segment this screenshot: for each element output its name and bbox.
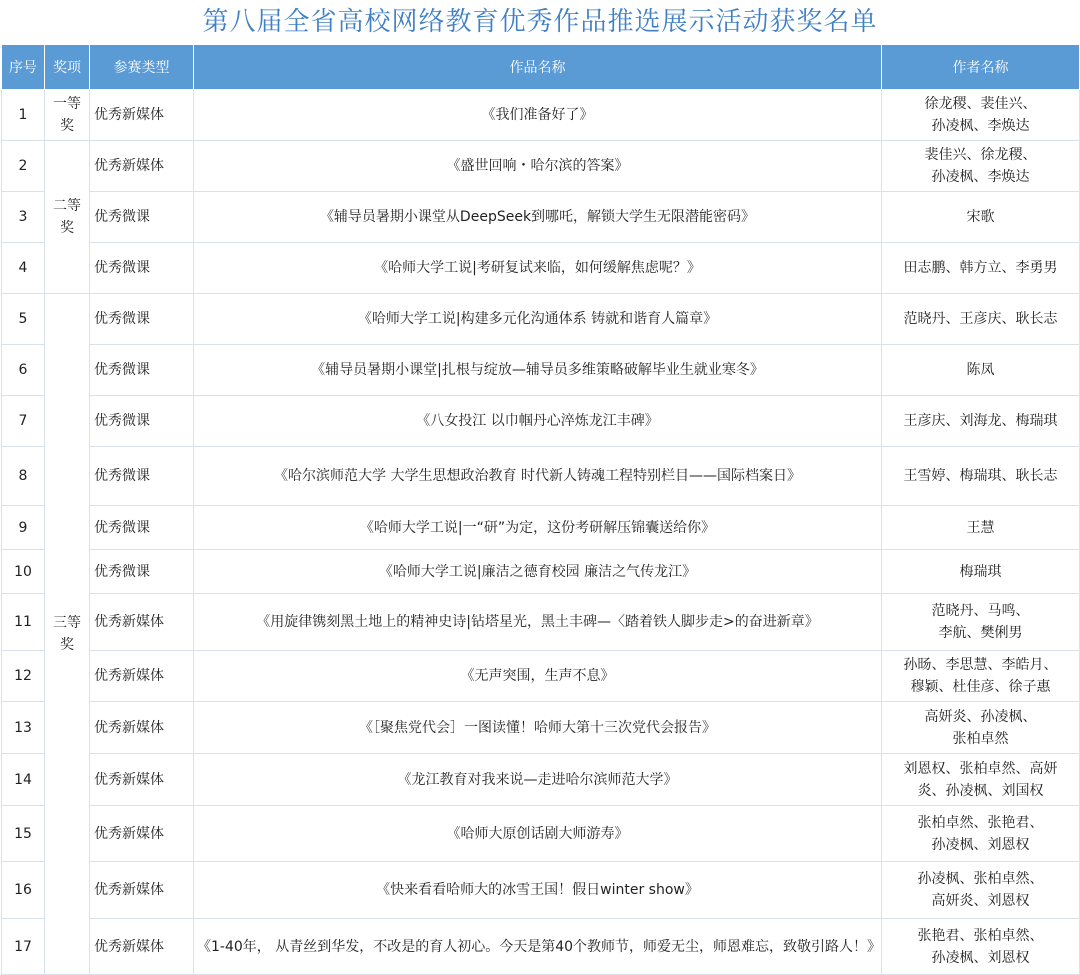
- row-authors: 徐龙稷、裴佳兴、 孙凌枫、李焕达: [882, 90, 1080, 141]
- row-no: 8: [2, 447, 45, 506]
- header-type: 参赛类型: [90, 45, 194, 90]
- awards-table: [1, 44, 1080, 975]
- table-row: [2, 506, 1080, 550]
- row-type: 优秀新媒体: [90, 141, 194, 192]
- row-type: 优秀微课: [90, 192, 194, 243]
- row-work: 《1-40年， 从青丝到华发，不改是的育人初心。今天是第40个教师节，师爱无尘，师恩难忘，致敬引路人！》: [194, 919, 882, 975]
- table-row: [2, 550, 1080, 594]
- award-second: 二等 奖: [45, 141, 90, 294]
- award-third: 三等 奖: [45, 294, 90, 975]
- header-authors: 作者名称: [882, 45, 1080, 90]
- row-type: 优秀微课: [90, 550, 194, 594]
- row-authors: 范晓丹、王彦庆、耿长志: [882, 294, 1080, 345]
- row-work: 《八女投江 以巾帼丹心淬炼龙江丰碑》: [194, 396, 882, 447]
- row-type: 优秀新媒体: [90, 806, 194, 862]
- row-authors: 宋歌: [882, 192, 1080, 243]
- table-row: [2, 594, 1080, 651]
- table-row: [2, 447, 1080, 506]
- table-row: [2, 651, 1080, 702]
- row-no: 11: [2, 594, 45, 651]
- row-no: 7: [2, 396, 45, 447]
- table-row: [2, 90, 1080, 141]
- row-type: 优秀新媒体: [90, 594, 194, 651]
- row-work: 《用旋律镌刻黑土地上的精神史诗|钻塔星光，黑土丰碑—〈踏着铁人脚步走>的奋进新章》: [194, 594, 882, 651]
- row-no: 2: [2, 141, 45, 192]
- header-award: 奖项: [45, 45, 90, 90]
- table-row: [2, 919, 1080, 975]
- table-row: [2, 243, 1080, 294]
- row-type: 优秀微课: [90, 396, 194, 447]
- row-work: 《哈师大学工说|廉洁之德育校园 廉洁之气传龙江》: [194, 550, 882, 594]
- row-type: 优秀微课: [90, 447, 194, 506]
- row-authors: 张艳君、张柏卓然、 孙凌枫、刘恩权: [882, 919, 1080, 975]
- row-no: 10: [2, 550, 45, 594]
- row-work: 《哈师大原创话剧大师游寿》: [194, 806, 882, 862]
- row-no: 17: [2, 919, 45, 975]
- row-type: 优秀新媒体: [90, 90, 194, 141]
- row-type: 优秀微课: [90, 243, 194, 294]
- row-authors: 陈凤: [882, 345, 1080, 396]
- row-authors: 孙旸、李思慧、李皓月、 穆颖、杜佳彦、徐子惠: [882, 651, 1080, 702]
- row-work: 《［聚焦党代会］一图读懂！哈师大第十三次党代会报告》: [194, 702, 882, 754]
- row-type: 优秀新媒体: [90, 651, 194, 702]
- row-authors: 梅瑞琪: [882, 550, 1080, 594]
- row-no: 13: [2, 702, 45, 754]
- row-work: 《无声突围，生声不息》: [194, 651, 882, 702]
- table-row: [2, 141, 1080, 192]
- row-no: 1: [2, 90, 45, 141]
- row-no: 16: [2, 862, 45, 919]
- row-no: 15: [2, 806, 45, 862]
- row-authors: 范晓丹、马鸣、 李航、樊俐男: [882, 594, 1080, 651]
- row-authors: 高妍炎、孙凌枫、 张柏卓然: [882, 702, 1080, 754]
- row-no: 5: [2, 294, 45, 345]
- table-row: [2, 702, 1080, 754]
- row-work: 《辅导员暑期小课堂|扎根与绽放—辅导员多维策略破解毕业生就业寒冬》: [194, 345, 882, 396]
- table-row: [2, 192, 1080, 243]
- row-type: 优秀新媒体: [90, 702, 194, 754]
- row-no: 14: [2, 754, 45, 806]
- row-authors: 王彦庆、刘海龙、梅瑞琪: [882, 396, 1080, 447]
- table-row: [2, 345, 1080, 396]
- header-work: 作品名称: [194, 45, 882, 90]
- row-work: 《哈尔滨师范大学 大学生思想政治教育 时代新人铸魂工程特别栏目——国际档案日》: [194, 447, 882, 506]
- row-work: 《辅导员暑期小课堂从DeepSeek到哪吒，解锁大学生无限潜能密码》: [194, 192, 882, 243]
- row-work: 《盛世回响・哈尔滨的答案》: [194, 141, 882, 192]
- table-header-row: [2, 45, 1080, 90]
- row-type: 优秀新媒体: [90, 862, 194, 919]
- row-no: 4: [2, 243, 45, 294]
- row-authors: 孙凌枫、张柏卓然、 高妍炎、刘恩权: [882, 862, 1080, 919]
- row-no: 6: [2, 345, 45, 396]
- row-type: 优秀新媒体: [90, 919, 194, 975]
- row-authors: 裴佳兴、徐龙稷、 孙凌枫、李焕达: [882, 141, 1080, 192]
- row-type: 优秀新媒体: [90, 754, 194, 806]
- row-no: 12: [2, 651, 45, 702]
- header-no: 序号: [2, 45, 45, 90]
- row-type: 优秀微课: [90, 294, 194, 345]
- row-type: 优秀微课: [90, 345, 194, 396]
- row-authors: 王雪婷、梅瑞琪、耿长志: [882, 447, 1080, 506]
- row-authors: 王慧: [882, 506, 1080, 550]
- row-no: 9: [2, 506, 45, 550]
- award-first: 一等 奖: [45, 90, 90, 141]
- row-type: 优秀微课: [90, 506, 194, 550]
- page-title: 第八届全省高校网络教育优秀作品推选展示活动获奖名单: [202, 7, 878, 37]
- table-row: [2, 294, 1080, 345]
- row-work: 《哈师大学工说|考研复试来临，如何缓解焦虑呢？》: [194, 243, 882, 294]
- table-row: [2, 396, 1080, 447]
- row-work: 《龙江教育对我来说—走进哈尔滨师范大学》: [194, 754, 882, 806]
- row-work: 《哈师大学工说|构建多元化沟通体系 铸就和谐育人篇章》: [194, 294, 882, 345]
- row-work: 《哈师大学工说|一“研”为定，这份考研解压锦囊送给你》: [194, 506, 882, 550]
- table-row: [2, 806, 1080, 862]
- row-authors: 张柏卓然、张艳君、 孙凌枫、刘恩权: [882, 806, 1080, 862]
- row-authors: 刘恩权、张柏卓然、高妍 炎、孙凌枫、刘国权: [882, 754, 1080, 806]
- table-row: [2, 862, 1080, 919]
- row-no: 3: [2, 192, 45, 243]
- table-row: [2, 754, 1080, 806]
- row-work: 《快来看看哈师大的冰雪王国！假日winter show》: [194, 862, 882, 919]
- row-authors: 田志鹏、韩方立、李勇男: [882, 243, 1080, 294]
- row-work: 《我们准备好了》: [194, 90, 882, 141]
